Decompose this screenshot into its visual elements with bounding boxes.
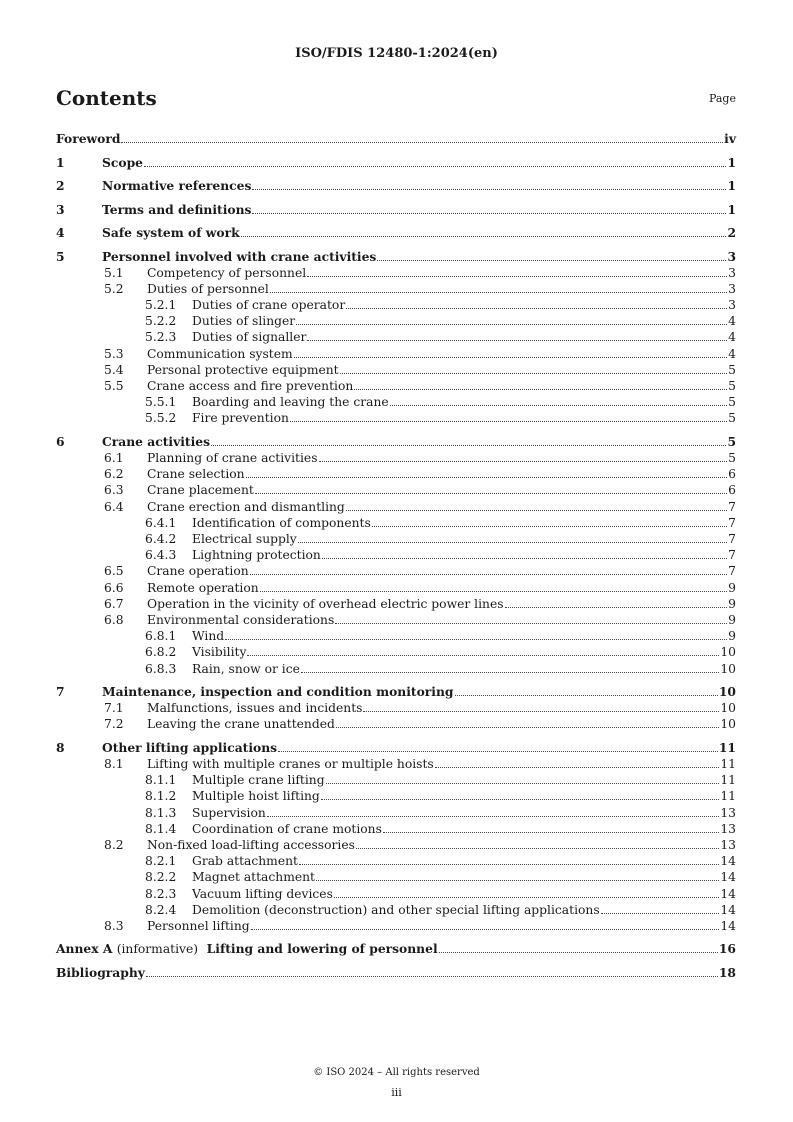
dot-leader bbox=[346, 308, 727, 309]
toc-entry-bibliography[interactable] bbox=[56, 956, 736, 980]
dot-leader bbox=[246, 477, 728, 478]
toc-entry-number: 8.2.2 bbox=[145, 870, 177, 885]
toc-entry[interactable] bbox=[56, 449, 736, 465]
toc-entry[interactable] bbox=[56, 130, 736, 146]
toc-entry[interactable] bbox=[56, 659, 736, 675]
dot-leader bbox=[299, 864, 719, 865]
toc-entry-page: 3 bbox=[728, 265, 736, 280]
dot-leader bbox=[290, 421, 727, 422]
toc-entry-title: Lightning protection bbox=[192, 548, 321, 563]
dot-leader bbox=[354, 389, 727, 390]
toc-entry-title: Environmental considerations bbox=[147, 612, 335, 627]
dot-leader bbox=[241, 236, 727, 237]
toc-entry-page: 10 bbox=[720, 661, 736, 676]
toc-entry-page: 5 bbox=[728, 451, 736, 466]
toc-entry-title: Crane operation bbox=[147, 564, 249, 579]
dot-leader bbox=[334, 897, 719, 898]
toc-entry-title: Demolition (deconstruction) and other special lifting applications bbox=[192, 902, 600, 917]
toc-entry[interactable] bbox=[56, 280, 736, 296]
toc-entry-page: 14 bbox=[720, 886, 736, 901]
toc-entry-page: 4 bbox=[728, 346, 736, 361]
toc-entry[interactable] bbox=[56, 715, 736, 731]
toc-entry-title: Duties of personnel bbox=[147, 281, 269, 296]
toc-entry-number: 8.2.4 bbox=[145, 902, 177, 917]
dot-leader bbox=[321, 799, 720, 800]
toc-entry-page: 2 bbox=[727, 225, 736, 240]
toc-entry[interactable] bbox=[56, 578, 736, 594]
toc-entry[interactable] bbox=[56, 240, 736, 264]
toc-entry-number: 6.6 bbox=[104, 580, 124, 595]
toc-entry-number: 1 bbox=[56, 154, 65, 170]
toc-entry-page: 1 bbox=[727, 201, 736, 217]
toc-entry-page: 14 bbox=[720, 918, 736, 933]
toc-entry-number: 6.3 bbox=[104, 483, 124, 498]
toc-entry-number: 6.1 bbox=[104, 451, 124, 466]
dot-leader bbox=[326, 783, 720, 784]
toc-entry-title: Non-fixed load-lifting accessories bbox=[147, 838, 355, 852]
toc-entry-number: 8.1.3 bbox=[145, 805, 177, 820]
dot-leader bbox=[372, 526, 727, 527]
toc-entry-annex-a[interactable] bbox=[56, 933, 736, 957]
toc-entry-page: 7 bbox=[728, 515, 736, 530]
toc-entry[interactable] bbox=[56, 264, 736, 280]
toc-entry-title: Personnel involved with crane activities bbox=[102, 248, 377, 264]
toc-entry[interactable] bbox=[56, 217, 736, 241]
toc-entry-title: Multiple crane lifting bbox=[192, 773, 325, 788]
dot-leader bbox=[251, 929, 720, 930]
toc-entry-page: 13 bbox=[720, 805, 736, 820]
toc-entry[interactable] bbox=[56, 328, 736, 344]
dot-leader bbox=[335, 623, 727, 624]
toc-entry-number: 8.1.1 bbox=[145, 773, 177, 788]
dot-leader bbox=[294, 357, 727, 358]
toc-entry-number: 5.3 bbox=[104, 346, 124, 361]
toc-entry[interactable] bbox=[56, 917, 736, 933]
toc-entry-number: 6.7 bbox=[104, 596, 124, 611]
toc-entry-title: Lifting with multiple cranes or multiple hoists bbox=[147, 757, 434, 772]
toc-entry-number: 6.2 bbox=[104, 467, 124, 482]
toc-entry-page: 7 bbox=[728, 532, 736, 546]
annex-type: (informative) bbox=[116, 942, 199, 957]
annex-label: Annex A bbox=[56, 941, 113, 957]
toc-entry[interactable] bbox=[56, 530, 736, 546]
dot-leader bbox=[356, 848, 719, 849]
toc-entry-page: 7 bbox=[728, 548, 736, 563]
dot-leader bbox=[307, 276, 727, 277]
toc-entry-title: Other lifting applications bbox=[102, 739, 278, 755]
toc-entry-page: 11 bbox=[718, 739, 736, 755]
toc-entry-page: 1 bbox=[727, 154, 736, 170]
toc-entry-title: Maintenance, inspection and condition monitoring bbox=[102, 684, 454, 699]
dot-leader bbox=[319, 461, 728, 462]
toc-entry-page: 16 bbox=[718, 941, 736, 957]
toc-entry-page: iv bbox=[724, 131, 736, 146]
toc-entry-number: 6.4.1 bbox=[145, 515, 177, 530]
toc-entry-title: Crane erection and dismantling bbox=[147, 499, 345, 514]
toc-entry[interactable] bbox=[56, 884, 736, 900]
toc-entry-number: 7 bbox=[56, 684, 65, 699]
toc-entry-title: Duties of slinger bbox=[192, 314, 296, 329]
toc-entry-page: 11 bbox=[720, 757, 736, 772]
toc-entry-title: Electrical supply bbox=[192, 532, 297, 546]
toc-entry[interactable] bbox=[56, 676, 736, 700]
toc-entry-page: 14 bbox=[720, 854, 736, 869]
toc-entry-number: 3 bbox=[56, 201, 65, 217]
toc-entry[interactable] bbox=[56, 901, 736, 917]
toc-entry[interactable] bbox=[56, 643, 736, 659]
toc-entry-number: 8.1.4 bbox=[145, 821, 177, 836]
dot-leader bbox=[455, 695, 718, 696]
toc-entry-number: 2 bbox=[56, 178, 65, 193]
toc-entry-title: Fire prevention bbox=[192, 411, 289, 426]
dot-leader bbox=[346, 510, 727, 511]
dot-leader bbox=[260, 591, 727, 592]
dot-leader bbox=[435, 767, 720, 768]
toc-entry[interactable] bbox=[56, 836, 736, 852]
table-of-contents bbox=[56, 130, 736, 980]
toc-entry-page: 11 bbox=[720, 789, 736, 804]
toc-entry-number: 7.1 bbox=[104, 701, 124, 716]
toc-entry-page: 3 bbox=[728, 298, 736, 313]
toc-entry-number: 8.3 bbox=[104, 918, 124, 933]
toc-entry-page: 5 bbox=[728, 411, 736, 426]
toc-entry-title: Leaving the crane unattended bbox=[147, 717, 335, 732]
dot-leader bbox=[296, 324, 727, 325]
toc-entry-page: 5 bbox=[727, 433, 736, 449]
toc-entry[interactable] bbox=[56, 312, 736, 328]
dot-leader bbox=[270, 292, 727, 293]
toc-entry-title: Multiple hoist lifting bbox=[192, 789, 320, 804]
dot-leader bbox=[225, 639, 727, 640]
toc-entry-number: 5.4 bbox=[104, 362, 124, 377]
toc-entry-number: 8.2.3 bbox=[145, 886, 177, 901]
toc-entry[interactable] bbox=[56, 344, 736, 360]
dot-leader bbox=[252, 213, 726, 214]
toc-entry-title: Personal protective equipment bbox=[147, 362, 339, 377]
dot-leader bbox=[505, 607, 728, 608]
toc-entry[interactable] bbox=[56, 595, 736, 611]
toc-entry-number: 6 bbox=[56, 433, 65, 449]
dot-leader bbox=[301, 672, 719, 673]
toc-entry-page: 13 bbox=[720, 838, 736, 852]
toc-entry-title: Crane placement bbox=[147, 483, 254, 498]
toc-entry-page: 9 bbox=[728, 580, 736, 595]
dot-leader bbox=[255, 493, 727, 494]
dot-leader bbox=[336, 727, 719, 728]
toc-entry-page: 13 bbox=[720, 821, 736, 836]
toc-entry-page: 18 bbox=[718, 965, 736, 981]
toc-entry-title: Malfunctions, issues and incidents bbox=[147, 701, 363, 716]
toc-entry[interactable] bbox=[56, 771, 736, 787]
toc-entry-page: 10 bbox=[718, 684, 736, 699]
dot-leader bbox=[439, 952, 718, 953]
toc-entry-number: 5.5.1 bbox=[145, 395, 177, 410]
toc-entry-title: Normative references bbox=[102, 178, 252, 193]
toc-entry-title: Coordination of crane motions bbox=[192, 821, 382, 836]
toc-entry[interactable] bbox=[56, 611, 736, 627]
toc-entry-number: 7.2 bbox=[104, 717, 124, 732]
toc-entry-number: 8.1 bbox=[104, 757, 124, 772]
toc-entry-page: 9 bbox=[728, 612, 736, 627]
toc-entry-number: 6.8.1 bbox=[145, 629, 177, 644]
contents-heading: Contents bbox=[56, 86, 157, 110]
toc-entry[interactable] bbox=[56, 193, 736, 217]
toc-entry-number: 5.2.3 bbox=[145, 330, 177, 345]
toc-entry-title: Safe system of work bbox=[102, 225, 240, 240]
toc-entry[interactable] bbox=[56, 820, 736, 836]
toc-entry-title: Crane selection bbox=[147, 467, 245, 482]
toc-entry-title: Planning of crane activities bbox=[147, 451, 318, 466]
toc-entry[interactable] bbox=[56, 425, 736, 449]
toc-entry[interactable] bbox=[56, 546, 736, 562]
toc-entry-number: 5.1 bbox=[104, 265, 124, 280]
dot-leader bbox=[322, 558, 727, 559]
dot-leader bbox=[121, 142, 723, 143]
toc-entry-page: 9 bbox=[728, 596, 736, 611]
toc-entry[interactable] bbox=[56, 868, 736, 884]
dot-leader bbox=[377, 260, 726, 261]
toc-entry[interactable] bbox=[56, 393, 736, 409]
dot-leader bbox=[363, 711, 719, 712]
dot-leader bbox=[250, 574, 727, 575]
toc-entry[interactable] bbox=[56, 296, 736, 312]
toc-entry-title: Grab attachment bbox=[192, 854, 298, 869]
toc-entry-title: Duties of crane operator bbox=[192, 298, 346, 313]
toc-entry-title: Supervision bbox=[192, 805, 266, 820]
toc-entry[interactable] bbox=[56, 361, 736, 377]
toc-entry-page: 4 bbox=[728, 314, 736, 329]
toc-entry[interactable] bbox=[56, 514, 736, 530]
toc-entry-title: Bibliography bbox=[56, 965, 145, 981]
dot-leader bbox=[340, 373, 728, 374]
page-number: iii bbox=[391, 1086, 402, 1099]
toc-entry-title: Crane access and fire prevention bbox=[147, 379, 354, 393]
toc-entry[interactable] bbox=[56, 803, 736, 819]
toc-entry-page: 3 bbox=[728, 281, 736, 296]
toc-entry-number: 6.8.3 bbox=[145, 661, 177, 676]
toc-entry-title: Boarding and leaving the crane bbox=[192, 395, 389, 410]
toc-entry-page: 9 bbox=[728, 629, 736, 644]
toc-entry[interactable] bbox=[56, 731, 736, 755]
dot-leader bbox=[307, 340, 727, 341]
toc-entry[interactable] bbox=[56, 755, 736, 771]
toc-entry-page: 5 bbox=[728, 379, 736, 393]
toc-entry-page: 14 bbox=[720, 902, 736, 917]
dot-leader bbox=[211, 445, 726, 446]
toc-entry-number: 5.2.1 bbox=[145, 298, 177, 313]
toc-entry-title: Duties of signaller bbox=[192, 330, 307, 345]
toc-entry-page: 10 bbox=[720, 645, 736, 660]
document-id: ISO/FDIS 12480-1:2024(en) bbox=[295, 46, 498, 61]
toc-entry-page: 14 bbox=[720, 870, 736, 885]
toc-entry-page: 6 bbox=[728, 483, 736, 498]
toc-entry[interactable] bbox=[56, 409, 736, 425]
annex-title: Lifting and lowering of personnel bbox=[206, 941, 438, 957]
toc-entry-number: 6.4.3 bbox=[145, 548, 177, 563]
toc-entry-page: 10 bbox=[720, 701, 736, 716]
toc-entry-page: 7 bbox=[728, 499, 736, 514]
toc-entry-number: 5.5 bbox=[104, 379, 124, 393]
dot-leader bbox=[146, 976, 718, 977]
toc-entry-title: Crane activities bbox=[102, 433, 211, 449]
dot-leader bbox=[252, 189, 726, 190]
toc-entry[interactable] bbox=[56, 497, 736, 513]
toc-entry-number: 8.2 bbox=[104, 838, 124, 852]
toc-entry-title: Foreword bbox=[56, 131, 121, 146]
toc-entry-title: Personnel lifting bbox=[147, 918, 250, 933]
dot-leader bbox=[601, 913, 720, 914]
toc-entry[interactable] bbox=[56, 170, 736, 194]
toc-entry[interactable] bbox=[56, 699, 736, 715]
toc-entry[interactable] bbox=[56, 562, 736, 578]
dot-leader bbox=[383, 832, 719, 833]
toc-entry-number: 6.8 bbox=[104, 612, 124, 627]
toc-entry-number: 6.4.2 bbox=[145, 532, 177, 546]
toc-entry-title: Identification of components bbox=[192, 515, 371, 530]
toc-entry-page: 5 bbox=[728, 362, 736, 377]
toc-entry-title: Terms and definitions bbox=[102, 201, 252, 217]
toc-entry-number: 6.4 bbox=[104, 499, 124, 514]
toc-entry-title: Rain, snow or ice bbox=[192, 661, 300, 676]
toc-entry-page: 6 bbox=[728, 467, 736, 482]
toc-entry-title: Operation in the vicinity of overhead electric power lines bbox=[147, 596, 504, 611]
toc-entry-page: 11 bbox=[720, 773, 736, 788]
dot-leader bbox=[247, 655, 719, 656]
dot-leader bbox=[278, 751, 718, 752]
dot-leader bbox=[144, 166, 726, 167]
dot-leader bbox=[298, 542, 727, 543]
toc-entry-page: 5 bbox=[728, 395, 736, 410]
dot-leader bbox=[390, 405, 728, 406]
toc-entry[interactable] bbox=[56, 377, 736, 393]
toc-entry[interactable] bbox=[56, 146, 736, 170]
toc-entry-title: Scope bbox=[102, 154, 143, 170]
toc-entry[interactable] bbox=[56, 481, 736, 497]
toc-entry-page: 10 bbox=[720, 717, 736, 732]
toc-entry[interactable] bbox=[56, 787, 736, 803]
toc-entry-number: 5.5.2 bbox=[145, 411, 177, 426]
toc-entry-number: 8.1.2 bbox=[145, 789, 177, 804]
toc-entry-number: 5.2.2 bbox=[145, 314, 177, 329]
copyright-notice: © ISO 2024 – All rights reserved bbox=[313, 1067, 480, 1078]
dot-leader bbox=[316, 880, 719, 881]
toc-entry-title: Magnet attachment bbox=[192, 870, 315, 885]
toc-entry-page: 3 bbox=[727, 248, 736, 264]
toc-entry-title: Remote operation bbox=[147, 580, 259, 595]
page-column-label: Page bbox=[708, 92, 736, 105]
toc-entry[interactable] bbox=[56, 627, 736, 643]
toc-entry-page: 7 bbox=[728, 564, 736, 579]
toc-entry-title: Competency of personnel bbox=[147, 265, 307, 280]
toc-entry-number: 5.2 bbox=[104, 281, 124, 296]
toc-entry[interactable] bbox=[56, 465, 736, 481]
dot-leader bbox=[267, 816, 720, 817]
toc-entry-number: 8 bbox=[56, 739, 65, 755]
toc-entry-number: 5 bbox=[56, 248, 65, 264]
toc-entry-title: Wind bbox=[192, 629, 225, 644]
toc-entry[interactable] bbox=[56, 852, 736, 868]
toc-entry-page: 1 bbox=[727, 178, 736, 193]
toc-entry-page: 4 bbox=[728, 330, 736, 345]
toc-entry-title: Communication system bbox=[147, 346, 293, 361]
toc-entry-number: 6.5 bbox=[104, 564, 124, 579]
toc-entry-title: Visibility bbox=[192, 645, 247, 660]
toc-entry-number: 6.8.2 bbox=[145, 645, 177, 660]
toc-entry-number: 8.2.1 bbox=[145, 854, 177, 869]
toc-entry-number: 4 bbox=[56, 225, 65, 240]
toc-entry-title: Vacuum lifting devices bbox=[192, 886, 333, 901]
